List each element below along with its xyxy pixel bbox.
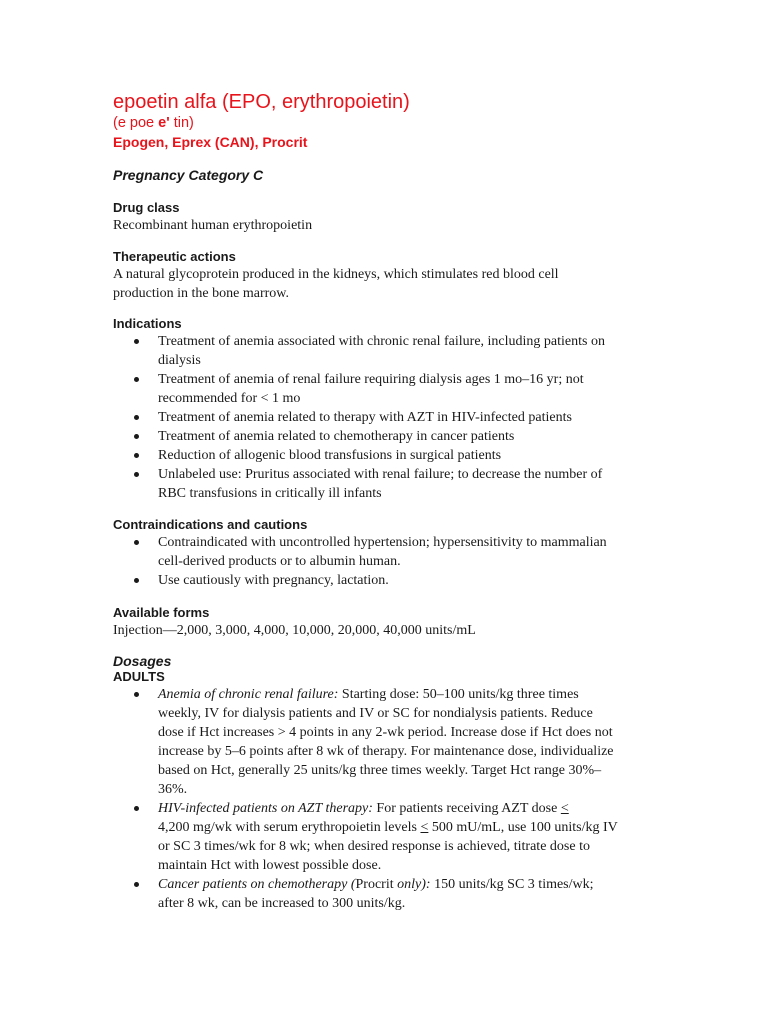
- list-item: [113, 875, 673, 913]
- item-line: Treatment of anemia related to chemotherapy in cancer patients: [158, 429, 515, 444]
- adults-subheading: ADULTS: [113, 669, 165, 684]
- therapeutic-line: production in the bone marrow.: [113, 286, 289, 301]
- item-line: Treatment of anemia of renal failure requiring dialysis ages 1 mo–16 yr; not: [158, 372, 584, 387]
- drug-title: epoetin alfa (EPO, erythropoietin): [113, 91, 410, 113]
- less-equal-sign: <: [420, 820, 429, 835]
- therapeutic-heading: Therapeutic actions: [113, 249, 236, 264]
- therapeutic-section: [113, 249, 673, 303]
- item-line: cell-derived products or to albumin human.: [158, 554, 401, 569]
- indications-heading: Indications: [113, 316, 182, 331]
- brand-inline: Procrit: [355, 877, 394, 892]
- pregnancy-category: Pregnancy Category C: [113, 167, 264, 183]
- item-line: maintain Hct with lowest possible dose.: [158, 858, 382, 873]
- item-line: or SC 3 times/wk for 8 wk; when desired response is achieved, titrate dose to: [158, 839, 590, 854]
- list-item: [113, 465, 673, 503]
- item-line: 500 mU/mL, use 100 units/kg IV: [428, 820, 618, 835]
- available-forms-text: Injection—2,000, 3,000, 4,000, 10,000, 20,000, 40,000 units/mL: [113, 623, 476, 638]
- item-line: based on Hct, generally 25 units/kg three times weekly. Target Hct range 30%–: [158, 763, 602, 778]
- item-line: after 8 wk, can be increased to 300 units/kg.: [158, 896, 406, 911]
- item-line: Use cautiously with pregnancy, lactation.: [158, 573, 389, 588]
- drug-class-heading: Drug class: [113, 200, 180, 215]
- pronunciation: [113, 114, 673, 132]
- contraindications-list: [113, 533, 673, 590]
- item-line: Unlabeled use: Pruritus associated with renal failure; to decrease the number of: [158, 467, 603, 482]
- item-line: Reduction of allogenic blood transfusions in surgical patients: [158, 448, 502, 463]
- item-line: 4,200 mg/wk with serum erythropoietin levels: [158, 820, 421, 835]
- indications-list: [113, 332, 673, 503]
- contraindications-heading: Contraindications and cautions: [113, 517, 308, 532]
- dosages-section: [113, 653, 673, 913]
- dosages-heading: Dosages: [113, 653, 172, 669]
- brand-names: Epogen, Eprex (CAN), Procrit: [113, 134, 308, 150]
- item-line: Starting dose: 50–100 units/kg three times: [338, 687, 579, 702]
- list-item: [113, 799, 673, 875]
- pron-part: tin): [169, 115, 194, 131]
- list-item: [113, 408, 673, 427]
- available-forms-heading: Available forms: [113, 605, 210, 620]
- document-page: [113, 90, 673, 911]
- list-item: [113, 685, 673, 799]
- drug-header: [113, 90, 673, 152]
- dosage-label: HIV-infected patients on AZT therapy:: [158, 801, 373, 816]
- pron-stress: e': [158, 115, 170, 131]
- dosage-label: Cancer patients on chemotherapy (: [158, 877, 356, 892]
- list-item: [113, 332, 673, 370]
- dosage-label: only):: [393, 877, 431, 892]
- pron-part: (e poe: [113, 115, 159, 131]
- list-item: [113, 370, 673, 408]
- list-item: [113, 571, 673, 590]
- dosage-label: Anemia of chronic renal failure:: [158, 687, 339, 702]
- item-line: 150 units/kg SC 3 times/wk;: [430, 877, 594, 892]
- dosages-list: [113, 685, 673, 913]
- drug-class-section: [113, 200, 673, 235]
- item-line: dose if Hct increases > 4 points in any 2-wk period. Increase dose if Hct does not: [158, 725, 613, 740]
- item-line: increase by 5–6 points after 8 wk of therapy. For maintenance dose, individualize: [158, 744, 614, 759]
- item-line: Contraindicated with uncontrolled hypertension; hypersensitivity to mammalian: [158, 535, 607, 550]
- item-line: dialysis: [158, 353, 201, 368]
- drug-class-text: Recombinant human erythropoietin: [113, 218, 313, 233]
- list-item: [113, 427, 673, 446]
- available-forms-section: [113, 605, 673, 640]
- item-line: 36%.: [158, 782, 188, 797]
- item-line: recommended for < 1 mo: [158, 391, 301, 406]
- item-line: Treatment of anemia related to therapy with AZT in HIV-infected patients: [158, 410, 572, 425]
- therapeutic-line: A natural glycoprotein produced in the kidneys, which stimulates red blood cell: [113, 267, 559, 282]
- less-equal-sign: <: [560, 801, 569, 816]
- contraindications-section: [113, 517, 673, 590]
- list-item: [113, 446, 673, 465]
- item-line: Treatment of anemia associated with chronic renal failure, including patients on: [158, 334, 605, 349]
- item-line: RBC transfusions in critically ill infants: [158, 486, 382, 501]
- list-item: [113, 533, 673, 571]
- item-line: For patients receiving AZT dose: [372, 801, 561, 816]
- item-line: weekly, IV for dialysis patients and IV or SC for nondialysis patients. Reduce: [158, 706, 593, 721]
- indications-section: [113, 316, 673, 503]
